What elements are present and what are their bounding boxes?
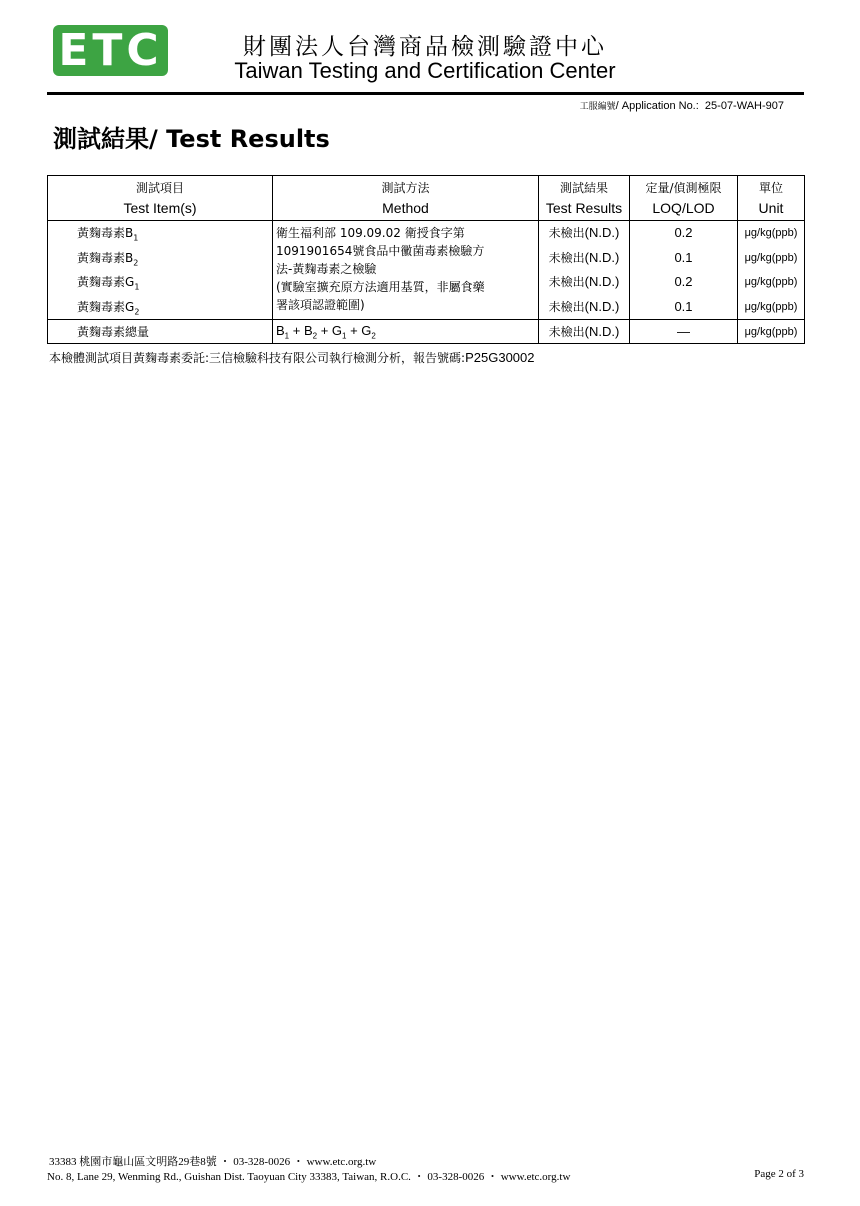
- total-method: $B_1 + B_2 + G_1 + G_2$: [273, 320, 539, 344]
- application-label-zh: 工服編號: [579, 102, 616, 112]
- method-line: 署該項認證範圍): [276, 298, 365, 312]
- note-text: 本檢體測試項目黃麴毒素委託:三信檢驗科技有限公司執行檢測分析，報告號碼:: [49, 351, 466, 365]
- footer-address-en: No. 8, Lane 29, Wenming Rd., Guishan Dist. Taoyuan City 33383, Taiwan, R.O.C. ・ 03-328-0026 ・ www.etc.org.tw: [47, 1171, 571, 1183]
- result-value: 未檢出(N.D.): [548, 274, 620, 289]
- results-table: [47, 175, 805, 344]
- method-line: 1091901654號食品中黴菌毒素檢驗方: [276, 244, 485, 258]
- page-number: Page 2 of 3: [754, 1168, 804, 1180]
- method-cell: [273, 221, 539, 320]
- method-line: 法-黃麴毒素之檢驗: [276, 262, 377, 276]
- header-divider: [47, 92, 804, 95]
- result-value: 未檢出(N.D.): [548, 298, 620, 314]
- test-item-cell: [48, 221, 273, 320]
- table-header-row: [48, 176, 805, 221]
- test-item: 黃麴毒素$G_2$: [77, 299, 140, 316]
- application-label-en: / Application No.:: [615, 100, 699, 112]
- loq-value: 0.1: [674, 249, 693, 265]
- application-number-value: 25-07-WAH-907: [704, 100, 784, 112]
- footer-address-zh: 33383 桃園市龜山區文明路29巷8號 ・ 03-328-0026 ・ www.etc.org.tw: [49, 1156, 377, 1168]
- test-item: 黃麴毒素$B_1$: [77, 226, 139, 243]
- result-value: 未檢出(N.D.): [548, 249, 620, 265]
- method-line: 衛生福利部 109.09.02 衛授食字第: [276, 226, 465, 240]
- org-name-en: Taiwan Testing and Certification Center: [234, 58, 616, 83]
- header-test-item: 測試項目 Test Item(s): [48, 176, 273, 221]
- unit-value: μg/kg(ppb): [744, 300, 798, 313]
- application-number: [580, 99, 784, 112]
- unit-value: μg/kg(ppb): [744, 227, 798, 239]
- org-name-zh: 財團法人台灣商品檢測驗證中心: [243, 34, 607, 60]
- header-test-results: 測試結果 Test Results: [539, 176, 630, 221]
- header-unit: 單位 Unit: [738, 176, 805, 221]
- result-value: 未檢出(N.D.): [548, 225, 620, 240]
- page-title: 測試結果/ Test Results: [53, 125, 330, 153]
- total-unit: μg/kg(ppb): [738, 320, 805, 344]
- test-item: 黃麴毒素$B_2$: [77, 250, 139, 267]
- test-item: 黃麴毒素$G_1$: [77, 275, 140, 292]
- unit-value: μg/kg(ppb): [744, 251, 798, 264]
- unit-value: μg/kg(ppb): [744, 276, 798, 288]
- etc-logo: ETC: [53, 25, 168, 76]
- loq-value: 0.2: [674, 225, 693, 240]
- total-result: 未檢出(N.D.): [539, 320, 630, 344]
- total-item: 黃麴毒素總量: [48, 320, 273, 344]
- table-row-total: [48, 320, 805, 344]
- table-row: [48, 221, 805, 320]
- results-cell: [539, 221, 630, 320]
- report-number: P25G30002: [465, 350, 535, 365]
- loq-value: 0.1: [674, 298, 693, 314]
- header-method: 測試方法 Method: [273, 176, 539, 221]
- total-loq: —: [630, 320, 738, 344]
- header-loq-lod: 定量/偵測極限 LOQ/LOD: [630, 176, 738, 221]
- subcontract-note: [49, 349, 535, 366]
- method-line: (實驗室擴充原方法適用基質，非屬食藥: [276, 280, 485, 294]
- loq-cell: [630, 221, 738, 320]
- page-header: [0, 0, 860, 100]
- unit-cell: [738, 221, 805, 320]
- loq-value: 0.2: [674, 274, 693, 289]
